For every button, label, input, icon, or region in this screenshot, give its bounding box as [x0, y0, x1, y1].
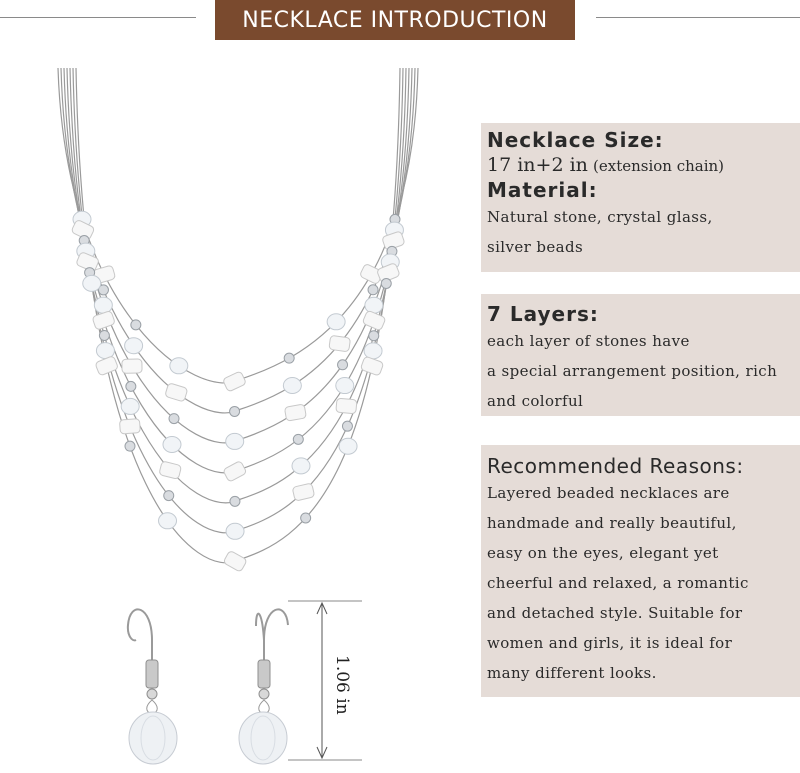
layers-panel	[481, 294, 800, 416]
necklace-size-row	[487, 154, 794, 176]
layers-line: a special arrangement position, rich	[487, 362, 778, 380]
earring-right-icon	[239, 609, 288, 764]
reasons-line: Layered beaded necklaces are	[487, 484, 730, 502]
crystal-bead	[327, 314, 345, 330]
natural-stone	[159, 461, 182, 479]
crystal-bead	[292, 458, 310, 474]
necklace-size-value: 17 in+2 in	[487, 154, 588, 176]
natural-stone	[122, 359, 142, 373]
layers-line: each layer of stones have	[487, 332, 690, 350]
material-line: Natural stone, crystal glass,	[487, 208, 713, 226]
natural-stone	[292, 483, 315, 501]
material-heading: Material:	[487, 178, 598, 202]
reasons-line: cheerful and relaxed, a romantic	[487, 574, 749, 592]
natural-stone	[165, 383, 188, 402]
reasons-panel	[481, 445, 800, 697]
natural-stone	[95, 356, 119, 376]
material-line: silver beads	[487, 238, 584, 256]
crystal-bead	[283, 378, 301, 394]
necklace-size-note: (extension chain)	[593, 157, 725, 175]
silver-bead	[169, 414, 179, 424]
reasons-line: many different looks.	[487, 664, 657, 682]
silver-bead	[230, 406, 240, 416]
crystal-bead	[365, 297, 383, 313]
silver-bead	[342, 421, 352, 431]
reasons-line: handmade and really beautiful,	[487, 514, 737, 532]
crystal-bead	[226, 433, 244, 449]
crystal-bead	[125, 338, 143, 354]
silver-bead	[126, 381, 136, 391]
silver-bead	[338, 360, 348, 370]
header-rule-right	[596, 17, 800, 18]
crystal-bead	[336, 378, 354, 394]
necklace-strand	[76, 68, 400, 563]
earring-dimension-label: 1.06 in	[332, 655, 352, 715]
natural-stone	[336, 398, 357, 414]
crystal-bead	[94, 297, 112, 313]
page-title: NECKLACE INTRODUCTION	[242, 7, 548, 33]
natural-stone	[223, 550, 247, 572]
size-material-panel	[481, 123, 800, 272]
crystal-bead	[96, 343, 114, 359]
reasons-heading: Recommended Reasons:	[487, 454, 744, 478]
silver-bead	[381, 279, 391, 289]
silver-bead	[164, 491, 174, 501]
layers-line: and colorful	[487, 392, 584, 410]
natural-stone	[222, 371, 246, 392]
crystal-bead	[83, 275, 101, 291]
silver-bead	[293, 434, 303, 444]
crystal-bead	[159, 513, 177, 529]
natural-stone	[223, 460, 247, 482]
silver-bead	[131, 320, 141, 330]
layers-heading: 7 Layers:	[487, 302, 599, 326]
crystal-bead	[170, 358, 188, 374]
crystal-bead	[226, 523, 244, 539]
crystal-bead	[364, 343, 382, 359]
silver-bead	[368, 285, 378, 295]
crystal-bead	[163, 437, 181, 453]
silver-bead	[369, 331, 379, 341]
reasons-line: easy on the eyes, elegant yet	[487, 544, 719, 562]
natural-stone	[329, 335, 351, 352]
silver-bead	[99, 330, 109, 340]
necklace-strand	[58, 68, 418, 383]
earring-left-icon	[128, 609, 177, 764]
silver-bead	[301, 513, 311, 523]
natural-stone	[119, 419, 140, 434]
reasons-line: women and girls, it is ideal for	[487, 634, 733, 652]
crystal-bead	[121, 398, 139, 414]
reasons-line: and detached style. Suitable for	[487, 604, 743, 622]
silver-bead	[125, 441, 135, 451]
natural-stone	[284, 404, 306, 421]
silver-bead	[230, 496, 240, 506]
crystal-bead	[339, 438, 357, 454]
silver-bead	[284, 353, 294, 363]
natural-stone	[360, 356, 384, 376]
necklace-size-heading: Necklace Size:	[487, 128, 664, 152]
